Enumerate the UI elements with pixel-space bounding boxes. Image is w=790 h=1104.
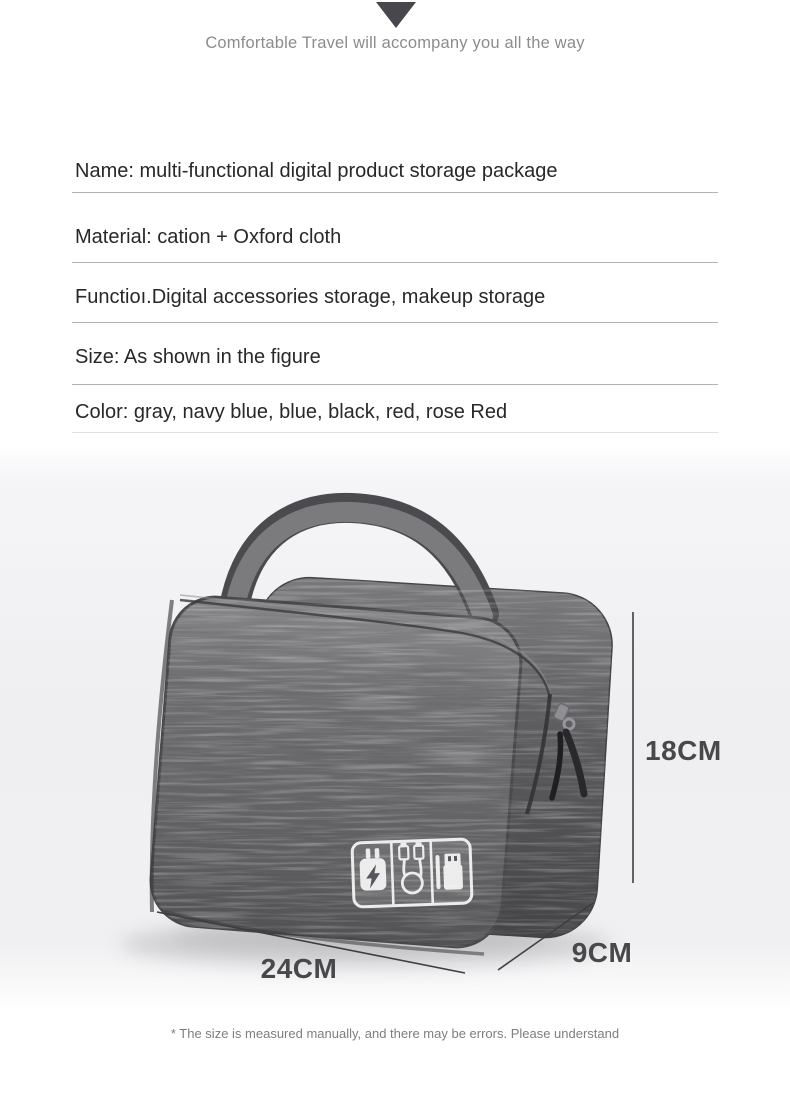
product-photo — [0, 446, 790, 1012]
spec-row-size: Size: As shown in the figure — [72, 346, 718, 385]
storage-bag-illustration — [0, 446, 790, 1012]
dimension-height-label: 18CM — [645, 735, 722, 766]
usb-drive-icon — [435, 853, 463, 890]
storage-bag — [115, 491, 670, 971]
tagline: Comfortable Travel will accompany you all the way — [205, 34, 585, 52]
size-disclaimer: * The size is measured manually, and there may be errors. Please understand — [170, 1026, 620, 1041]
dimension-width-label: 24CM — [260, 953, 338, 984]
dimension-depth-label: 9CM — [571, 937, 633, 968]
spec-row-function: Functioı.Digital accessories storage, makeup storage — [72, 286, 718, 323]
spec-row-color: Color: gray, navy blue, blue, black, red, rose Red — [72, 401, 718, 433]
spec-row-material: Material: cation + Oxford cloth — [72, 226, 718, 263]
printed-icon-badge — [352, 839, 472, 907]
spec-row-name: Name: multi-functional digital product storage package — [72, 160, 718, 193]
triangle-down-icon — [376, 2, 416, 28]
